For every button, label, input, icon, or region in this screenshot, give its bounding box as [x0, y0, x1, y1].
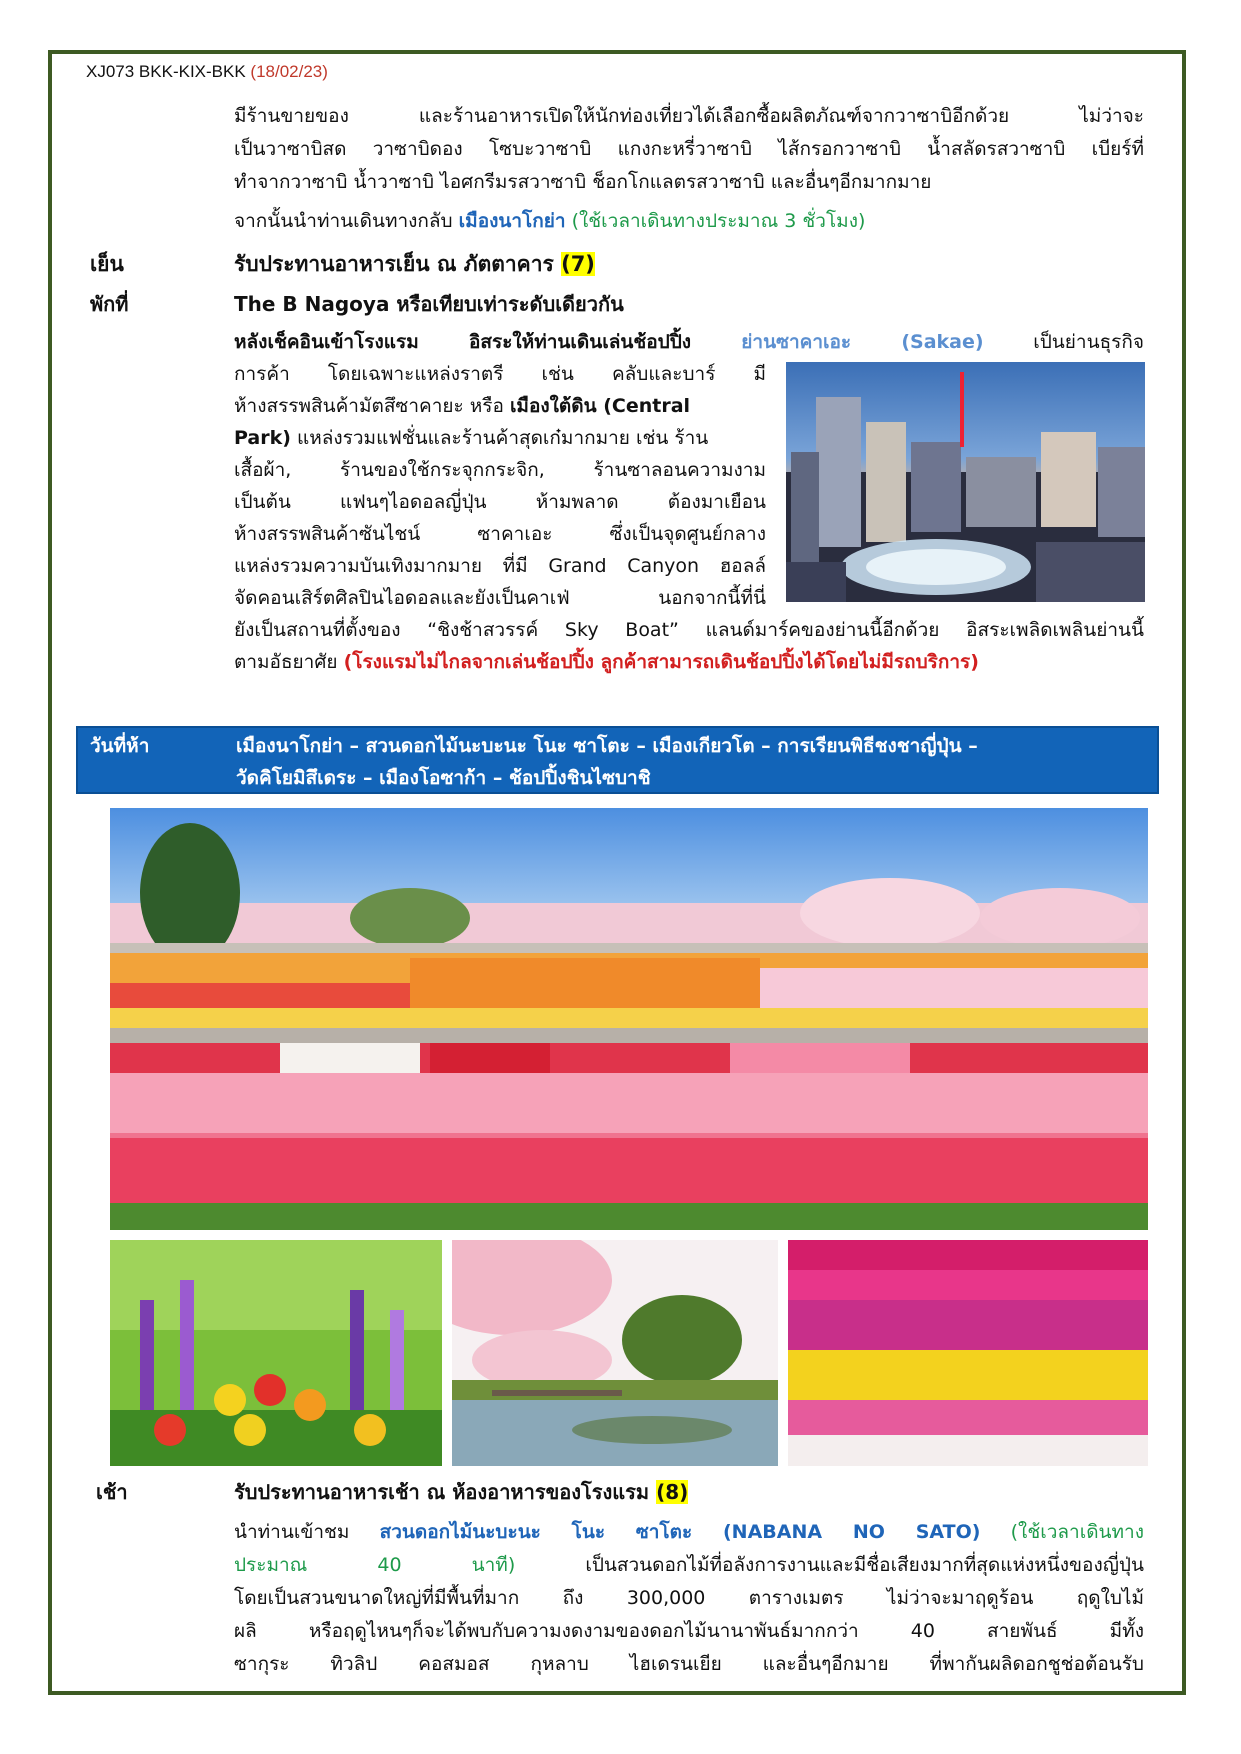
tour-code: XJ073 BKK-KIX-BKK — [86, 62, 246, 81]
hotel-note-red: (โรงแรมไม่ไกลจากเล่นช้อปปิ้ง ลูกค้าสามารถเดินช้อปปิ้งได้โดยไม่มีรถบริการ) — [343, 651, 979, 673]
sakae-line-1: หลังเช็คอินเข้าโรงแรม อิสระให้ท่านเดินเล่นช้อปปิ้ง ย่านซาคาเอะ (Sakae) เป็นย่านธุรกิจ — [234, 331, 1145, 353]
sakae-line-5: เสื้อผ้า, ร้านของใช้กระจุกกระจิก, ร้านซาลอนความงาม — [234, 459, 766, 481]
day-5-header — [76, 726, 1159, 794]
central-park: เมืองใต้ดิน (Central — [509, 395, 691, 417]
breakfast-label: เช้า — [96, 1480, 128, 1504]
nabana-line-1: นำท่านเข้าชม สวนดอกไม้นะบะนะ โนะ ซาโตะ (NABANA NO SATO) (ใช้เวลาเดินทาง — [234, 1521, 1144, 1543]
breakfast-text: รับประทานอาหารเช้า ณ ห้องอาหารของโรงแรม (8) — [234, 1480, 689, 1504]
hotel-label: พักที่ — [90, 292, 129, 316]
nabana-line-2: ประมาณ 40 นาที) เป็นสวนดอกไม้ที่อลังการงานและมีชื่อเสียงมากที่สุดแห่งหนึ่งของญี่ปุ่น — [234, 1554, 1144, 1576]
nabana-line-4: ผลิ หรือฤดูไหนๆก็จะได้พบกับความงดงามของดอกไม้นานาพันธ์มากกว่า 40 สายพันธ์ มีทั้ง — [234, 1620, 1144, 1642]
return-city: เมืองนาโกย่า — [458, 210, 566, 232]
intro-line-2: เป็นวาซาบิสด วาซาบิดอง โซบะวาซาบิ แกงกะหรี่วาซาบิ ไส้กรอกวาซาบิ น้ำสลัดรสวาซาบิ เบียร์ที่ — [234, 138, 1144, 160]
lupin-tulip-photo — [110, 1240, 442, 1466]
nabana-line-5: ซากุระ ทิวลิป คอสมอส กุหลาบ ไฮเดรนเยีย และอื่นๆอีกมาย ที่พากันผลิดอกชูช่อต้อนรับ — [234, 1653, 1144, 1675]
intro-line-1: มีร้านขายของ และร้านอาหารเปิดให้นักท่องเที่ยวได้เลือกซื้อผลิตภัณฑ์จากวาซาบิอีกด้วย ไม่ว่าจะ — [234, 105, 1144, 127]
meal-badge-8: (8) — [656, 1480, 689, 1504]
sakae-line-10: ยังเป็นสถานที่ตั้งของ “ชิงช้าสวรรค์ Sky Boat” แลนด์มาร์คของย่านนี้อีกด้วย อิสระเพลิดเพลินย่านนี้ — [234, 619, 1144, 641]
dinner-text: รับประทานอาหารเย็น ณ ภัตตาคาร (7) — [234, 252, 595, 276]
return-time: (ใช้เวลาเดินทางประมาณ 3 ชั่วโมง) — [565, 210, 866, 232]
sakae-line-4: Park) แหล่งรวมแฟชั่นและร้านค้าสุดเก๋มากมาย เช่น ร้าน — [234, 427, 709, 449]
hotel-name: The B Nagoya — [234, 292, 390, 316]
hotel-line: The B Nagoya หรือเทียบเท่าระดับเดียวกัน — [234, 292, 624, 316]
nabana-line-3: โดยเป็นสวนขนาดใหญ่ที่มีพื้นที่มาก ถึง 300,000 ตารางเมตร ไม่ว่าจะมาฤดูร้อน ฤดูใบไม้ — [234, 1587, 1144, 1609]
sakae-line-6: เป็นต้น แฟนๆไอดอลญี่ปุ่น ห้ามพลาด ต้องมาเยือน — [234, 491, 766, 513]
sakae-place: ย่านซาคาเอะ (Sakae) — [741, 331, 984, 353]
day-5-route-2: วัดคิโยมิสึเดระ – เมืองโอซาก้า – ช้อปปิ้งชินไซบาชิ — [236, 767, 651, 789]
sakae-line-11: ตามอัธยาศัย (โรงแรมไม่ไกลจากเล่นช้อปปิ้ง ลูกค้าสามารถเดินช้อปปิ้งได้โดยไม่มีรถบริการ) — [234, 651, 979, 673]
sakura-pond-photo — [452, 1240, 778, 1466]
return-line: จากนั้นนำท่านเดินทางกลับ เมืองนาโกย่า (ใช้เวลาเดินทางประมาณ 3 ชั่วโมง) — [234, 210, 866, 232]
sakae-line-3: ห้างสรรพสินค้ามัตสึซาคายะ หรือ เมืองใต้ดิน (Central — [234, 395, 691, 417]
tour-date: (18/02/23) — [250, 62, 328, 81]
sakae-line-2: การค้า โดยเฉพาะแหล่งราตรี เช่น คลับและบาร์ มี — [234, 363, 766, 385]
meal-badge-7: (7) — [561, 252, 595, 276]
page-header — [86, 62, 328, 82]
flower-field-photo — [110, 808, 1148, 1230]
tulip-rows-photo — [788, 1240, 1148, 1466]
sakae-night-photo — [786, 362, 1145, 602]
day-5-label: วันที่ห้า — [90, 735, 150, 757]
nabana-place: สวนดอกไม้นะบะนะ โนะ ซาโตะ (NABANA NO SATO) — [379, 1521, 981, 1543]
sakae-line-9: จัดคอนเสิร์ตศิลปินไอดอลและยังเป็นคาเฟ่ นอกจากนี้ที่นี่ — [234, 587, 766, 609]
day-5-route-1: เมืองนาโกย่า – สวนดอกไม้นะบะนะ โนะ ซาโตะ – เมืองเกียวโต – การเรียนพิธีชงชาญี่ปุ่น – — [236, 735, 978, 757]
sakae-line-8: แหล่งรวมความบันเทิงมากมาย ที่มี Grand Canyon ฮอลล์ — [234, 555, 766, 577]
dinner-label: เย็น — [90, 252, 124, 276]
intro-line-3: ทำจากวาซาบิ น้ำวาซาบิ ไอศกรีมรสวาซาบิ ช็อกโกแลตรสวาซาบิ และอื่นๆอีกมากมาย — [234, 171, 932, 193]
sakae-line-7: ห้างสรรพสินค้าซันไชน์ ซาคาเอะ ซึ่งเป็นจุดศูนย์กลาง — [234, 523, 766, 545]
